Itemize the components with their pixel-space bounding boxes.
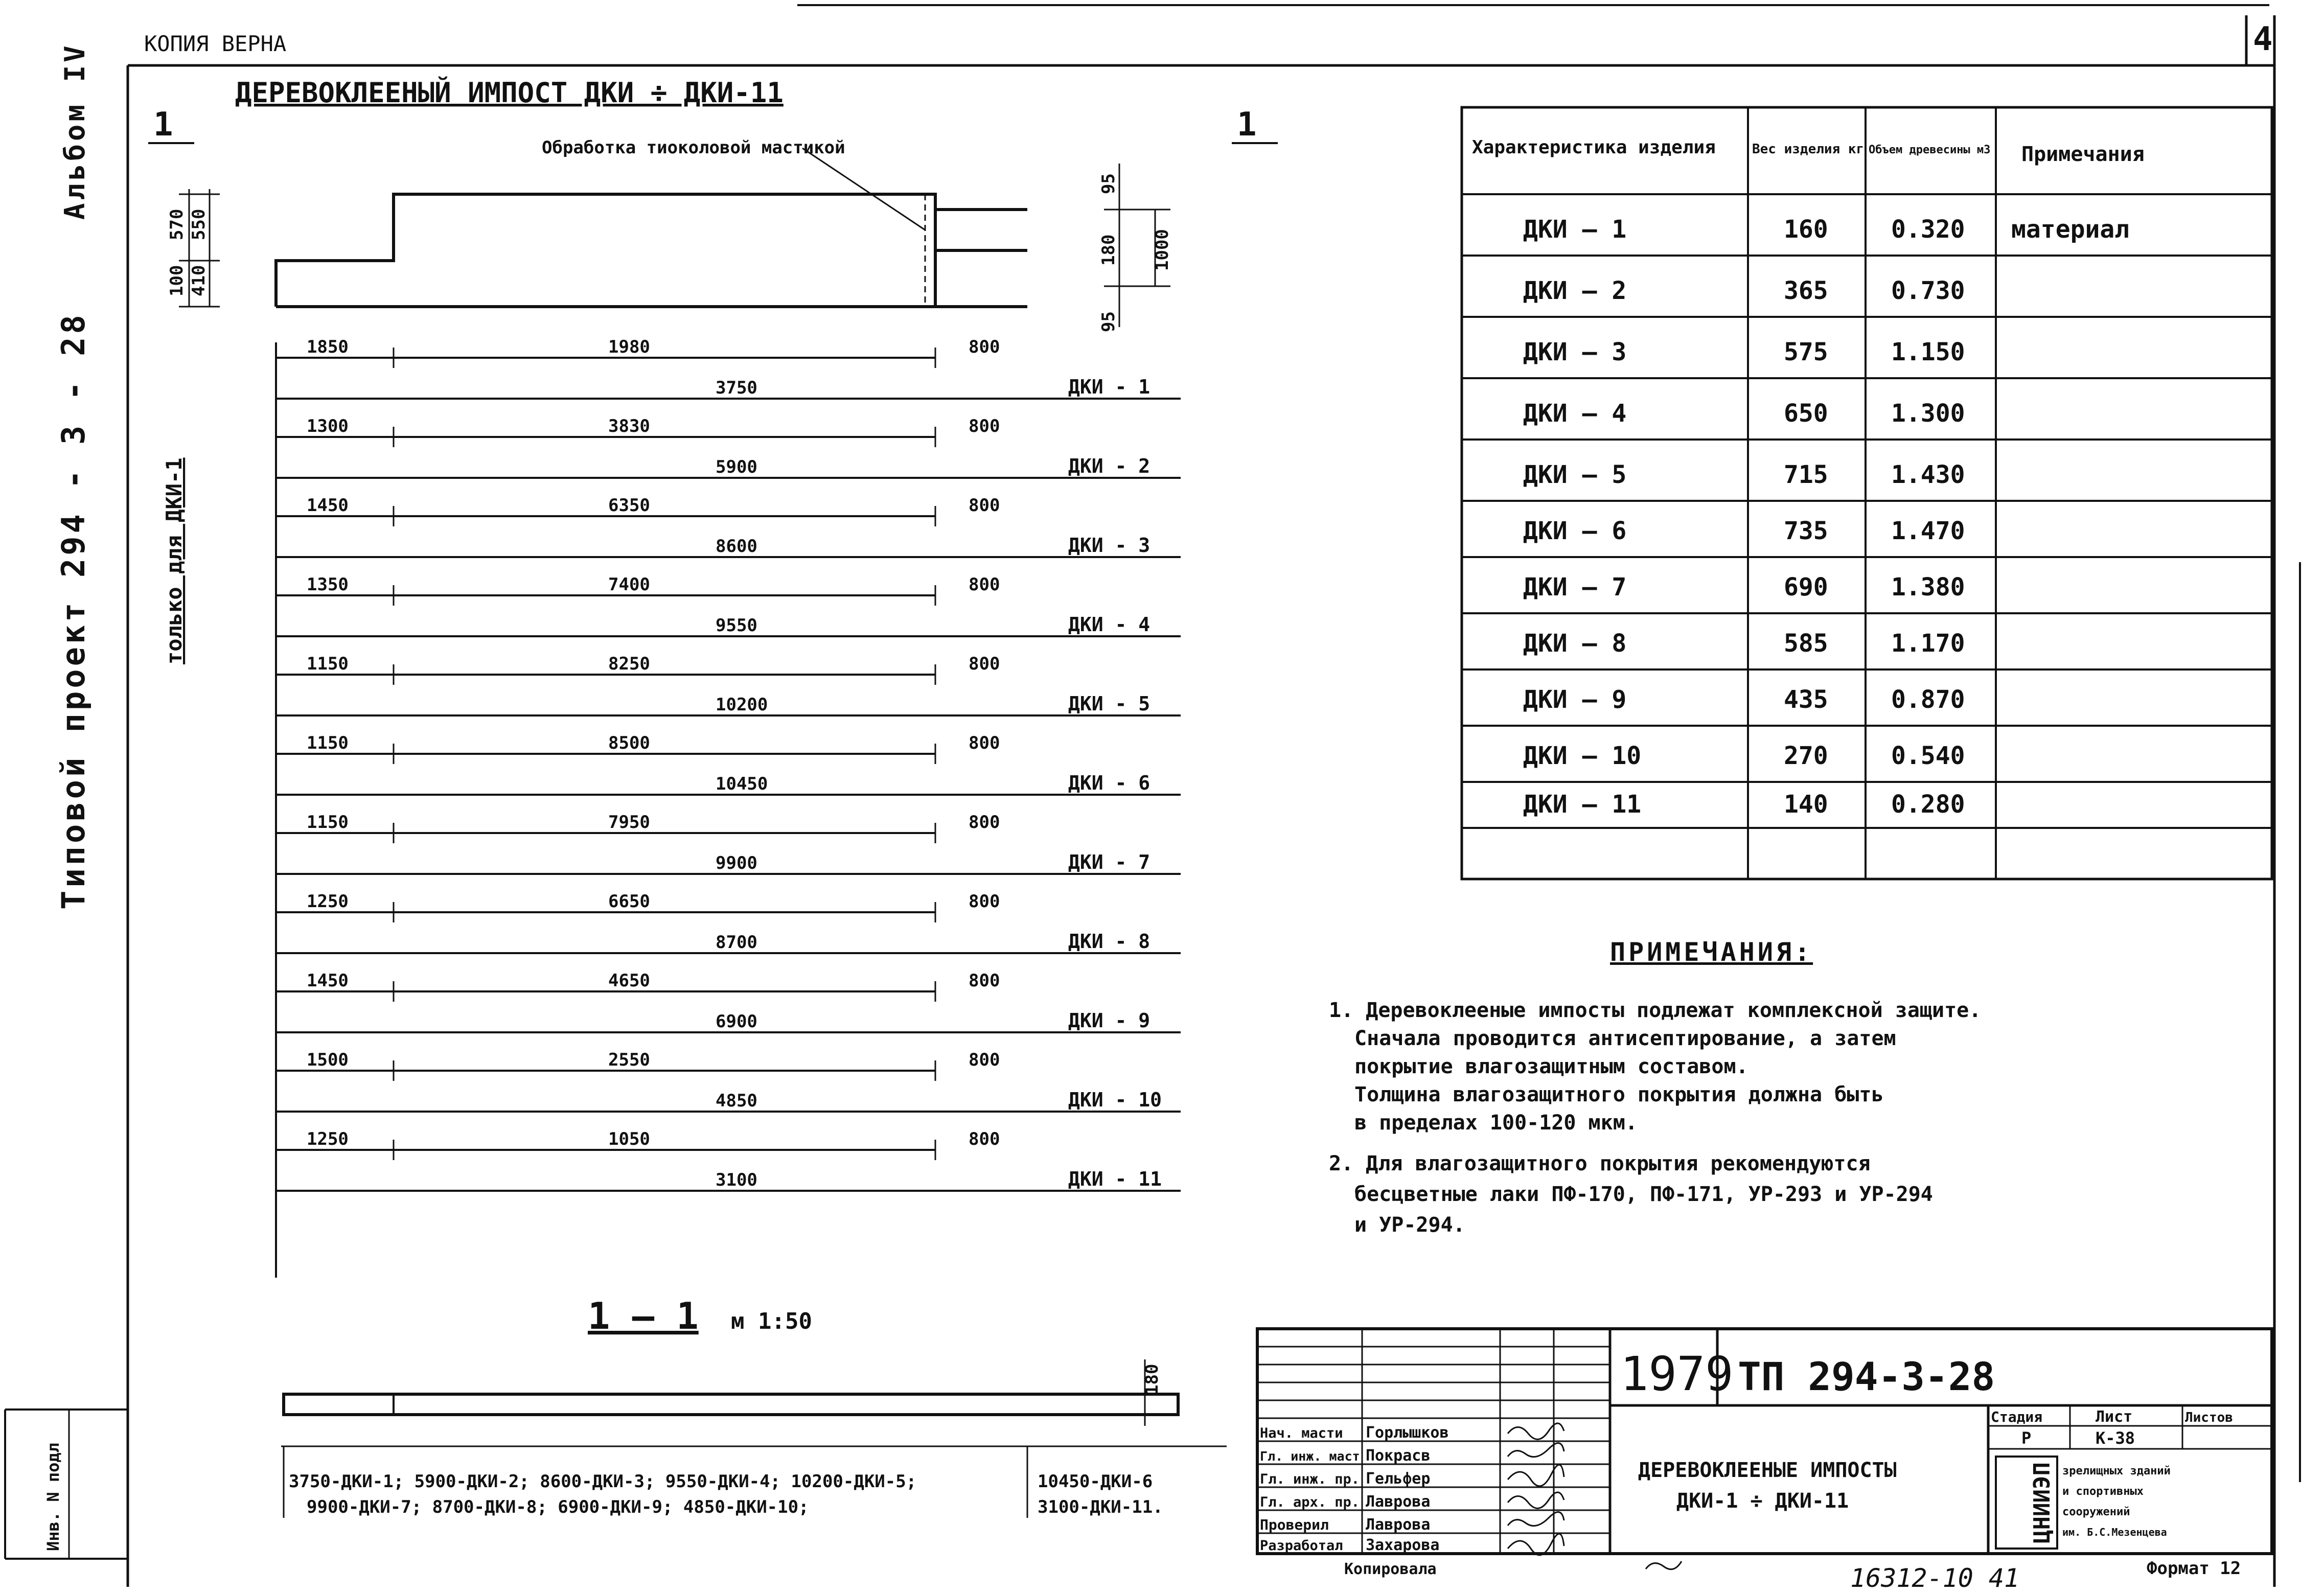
- beam-label: ДКИ - 5: [1068, 692, 1151, 715]
- profile-dim: 95: [1098, 311, 1119, 332]
- section-note-4: 3100-ДКИ-11.: [1038, 1497, 1163, 1517]
- table-cell-volume: 0.280: [1891, 790, 1965, 819]
- table-row: [1523, 629, 1965, 658]
- sheets-header: Листов: [2185, 1410, 2233, 1425]
- signatures: [1508, 1423, 1682, 1569]
- approver-name: Горлышков: [1366, 1424, 1449, 1442]
- table-row: [1523, 685, 1965, 714]
- beam-middle-dim: 4650: [608, 971, 650, 991]
- title-code: ТП 294-3-28: [1738, 1354, 1995, 1399]
- beam-row: [276, 416, 1181, 488]
- table-cell-weight: 650: [1784, 399, 1828, 428]
- notes-body: [1329, 999, 1981, 1237]
- beam-total-dim: 9550: [716, 615, 757, 636]
- note-line: бесцветные лаки ПФ-170, ПФ-171, УР-293 и УР-294: [1354, 1183, 1933, 1206]
- beam-middle-dim: 2550: [608, 1050, 650, 1070]
- sheet-header: Лист: [2096, 1408, 2133, 1426]
- section-height: 180: [1142, 1364, 1162, 1395]
- top-mark-left: 1: [153, 106, 173, 144]
- beam-row: [276, 495, 1181, 567]
- table-cell-weight: 575: [1784, 338, 1828, 366]
- album-label: Альбом IV: [59, 42, 91, 220]
- table-cell-weight: 365: [1784, 276, 1828, 305]
- role-label: Гл. арх. пр.: [1260, 1494, 1360, 1510]
- beam-total-dim: 6900: [716, 1011, 757, 1032]
- beam-row: [276, 337, 1181, 409]
- note-line: в пределах 100-120 мкм.: [1354, 1111, 1638, 1135]
- beam-left-dim: 1450: [307, 495, 349, 516]
- beam-right-dim: 800: [969, 337, 1000, 357]
- beam-row: [276, 891, 1181, 963]
- profile-dim: 1000: [1152, 229, 1172, 271]
- beam-left-dim: 1450: [307, 971, 349, 991]
- beam-total-dim: 10450: [716, 774, 768, 794]
- table-cell-note: материал: [2011, 215, 2130, 244]
- table-cell-volume: 1.150: [1891, 338, 1965, 366]
- beam-total-dim: 5900: [716, 457, 757, 477]
- beam-total-dim: 8700: [716, 932, 757, 953]
- profile-dim: 180: [1098, 234, 1119, 266]
- note-line: Сначала проводится антисептирование, а затем: [1354, 1027, 1896, 1050]
- profile-drawing: [276, 148, 1027, 307]
- role-label: Проверил: [1260, 1516, 1329, 1533]
- table-cell-weight: 140: [1784, 790, 1828, 819]
- beam-row: [276, 574, 1181, 646]
- approval-names: [1366, 1424, 1449, 1554]
- approver-name: Лаврова: [1366, 1516, 1431, 1534]
- inventory-label: Инв. N подл: [43, 1443, 63, 1551]
- table-cell-weight: 270: [1784, 742, 1828, 770]
- org-logo: ЦНИИЭП: [2029, 1462, 2055, 1543]
- profile-note: Обработка тиоколовой мастикой: [542, 137, 845, 158]
- beam-middle-dim: 1050: [608, 1129, 650, 1149]
- top-mark-right: 1: [1237, 106, 1257, 144]
- beam-left-dim: 1150: [307, 812, 349, 833]
- stage-header: Стадия: [1991, 1408, 2043, 1425]
- table-header-note: Примечания: [2021, 143, 2145, 166]
- table-rows: [1523, 215, 2129, 819]
- beam-middle-dim: 3830: [608, 416, 650, 436]
- beam-total-dim: 9900: [716, 853, 757, 873]
- stage-value: Р: [2021, 1428, 2032, 1448]
- table-row: [1523, 573, 1965, 602]
- handwritten-number: 16312-10 41: [1850, 1563, 2020, 1593]
- table-cell-volume: 1.170: [1891, 629, 1965, 658]
- note-line: 1. Деревоклееные импосты подлежат комплексной защите.: [1329, 999, 1982, 1022]
- approver-name: Гельфер: [1366, 1470, 1431, 1488]
- table-cell-name: ДКИ — 1: [1523, 215, 1627, 244]
- table-cell-name: ДКИ — 8: [1523, 629, 1627, 658]
- section-strip: [281, 1359, 1227, 1518]
- beam-left-dim: 1300: [307, 416, 349, 436]
- table-cell-name: ДКИ — 5: [1523, 460, 1627, 489]
- profile-dim: 570: [167, 209, 187, 240]
- beam-middle-dim: 6350: [608, 495, 650, 516]
- table-cell-name: ДКИ — 9: [1523, 685, 1627, 714]
- note-line: Толщина влагозащитного покрытия должна быть: [1354, 1083, 1884, 1106]
- beam-list: [276, 337, 1181, 1201]
- beam-label: ДКИ - 10: [1068, 1089, 1162, 1111]
- org-text-line: им. Б.С.Мезенцева: [2062, 1526, 2167, 1538]
- table-cell-volume: 0.540: [1891, 742, 1965, 770]
- beam-left-dim: 1150: [307, 733, 349, 753]
- role-label: Гл. инж. пр.: [1260, 1471, 1360, 1487]
- table-row: [1523, 460, 1965, 489]
- table-cell-weight: 585: [1784, 629, 1828, 658]
- beam-row: [276, 812, 1181, 884]
- beam-right-dim: 800: [969, 971, 1000, 991]
- table-cell-volume: 1.380: [1891, 573, 1965, 602]
- section-note-2: 9900-ДКИ-7; 8700-ДКИ-8; 6900-ДКИ-9; 4850-ДКИ-10;: [307, 1497, 809, 1517]
- section-scale: м 1:50: [731, 1308, 812, 1334]
- copy-stamp: КОПИЯ ВЕРНА: [144, 31, 287, 56]
- org-text-line: сооружений: [2062, 1506, 2130, 1518]
- table-cell-volume: 0.730: [1891, 276, 1965, 305]
- approval-roles: [1260, 1425, 1360, 1554]
- drawing-heading: ДЕРЕВОКЛЕЕНЫЙ ИМПОСТ ДКИ ÷ ДКИ-11: [235, 77, 784, 109]
- table-cell-name: ДКИ — 6: [1523, 517, 1627, 545]
- beam-middle-dim: 1980: [608, 337, 650, 357]
- beam-left-dim: 1500: [307, 1050, 349, 1070]
- table-row: [1523, 338, 1965, 366]
- table-cell-weight: 735: [1784, 517, 1828, 545]
- table-cell-weight: 690: [1784, 573, 1828, 602]
- project-code: Типовой проект 294 - 3 - 28: [55, 312, 92, 910]
- note-line: и УР-294.: [1354, 1213, 1465, 1237]
- drawing-title-1: ДЕРЕВОКЛЕЕНЫЕ ИМПОСТЫ: [1638, 1459, 1897, 1482]
- beam-row: [276, 1050, 1181, 1122]
- section-note-1: 3750-ДКИ-1; 5900-ДКИ-2; 8600-ДКИ-3; 9550-ДКИ-4; 10200-ДКИ-5;: [289, 1471, 917, 1492]
- table-cell-name: ДКИ — 3: [1523, 338, 1627, 366]
- table-row: [1523, 790, 1965, 819]
- beam-middle-dim: 8500: [608, 733, 650, 753]
- beam-label: ДКИ - 6: [1068, 772, 1151, 794]
- beam-row: [276, 1129, 1181, 1201]
- drawing-title-2: ДКИ-1 ÷ ДКИ-11: [1676, 1489, 1849, 1513]
- profile-dim: 410: [189, 265, 209, 296]
- org-text-line: и спортивных: [2062, 1485, 2144, 1498]
- approver-name: Лаврова: [1366, 1493, 1431, 1511]
- beam-left-dim: 1850: [307, 337, 349, 357]
- table-cell-name: ДКИ — 7: [1523, 573, 1627, 602]
- beam-right-dim: 800: [969, 891, 1000, 912]
- beam-total-dim: 10200: [716, 695, 768, 715]
- beam-right-dim: 800: [969, 1050, 1000, 1070]
- title-year: 1979: [1620, 1347, 1734, 1401]
- sheet-number: 4: [2253, 20, 2273, 58]
- table-cell-volume: 0.870: [1891, 685, 1965, 714]
- note-line: 2. Для влагозащитного покрытия рекомендуются: [1329, 1152, 1871, 1175]
- beam-row: [276, 971, 1181, 1043]
- table-cell-name: ДКИ — 10: [1523, 742, 1642, 770]
- profile-dim: 550: [189, 209, 209, 240]
- beam-right-dim: 800: [969, 574, 1000, 595]
- table-header-weight: Вес изделия кг: [1752, 142, 1865, 157]
- table-row: [1523, 276, 1965, 305]
- table-cell-weight: 160: [1784, 215, 1828, 244]
- beam-right-dim: 800: [969, 733, 1000, 753]
- role-label: Разработал: [1260, 1538, 1343, 1554]
- table-cell-weight: 435: [1784, 685, 1828, 714]
- beam-label: ДКИ - 9: [1068, 1009, 1151, 1032]
- beam-right-dim: 800: [969, 654, 1000, 674]
- sheet-value: К-38: [2096, 1428, 2135, 1448]
- section-note-3: 10450-ДКИ-6: [1038, 1471, 1153, 1492]
- beam-label: ДКИ - 3: [1068, 534, 1151, 557]
- beam-label: ДКИ - 4: [1068, 613, 1151, 636]
- approver-name: Покрасв: [1366, 1447, 1431, 1465]
- beam-right-dim: 800: [969, 416, 1000, 436]
- note-line: покрытие влагозащитным составом.: [1354, 1055, 1748, 1078]
- table-cell-name: ДКИ — 4: [1523, 399, 1627, 428]
- beam-label: ДКИ - 7: [1068, 851, 1151, 873]
- table-row: [1523, 742, 1965, 770]
- beam-row: [276, 654, 1181, 726]
- beam-total-dim: 4850: [716, 1091, 757, 1111]
- table-header-name: Характеристика изделия: [1472, 137, 1716, 158]
- format-label: Формат 12: [2147, 1558, 2241, 1579]
- table-cell-weight: 715: [1784, 460, 1828, 489]
- beam-left-dim: 1250: [307, 891, 349, 912]
- beam-total-dim: 8600: [716, 536, 757, 557]
- role-label: Нач. масти: [1260, 1425, 1343, 1441]
- table-cell-volume: 1.430: [1891, 460, 1965, 489]
- beam-total-dim: 3750: [716, 378, 757, 398]
- role-label: Гл. инж. маст: [1260, 1449, 1360, 1464]
- table-cell-name: ДКИ — 11: [1523, 790, 1642, 819]
- beam-right-dim: 800: [969, 1129, 1000, 1149]
- beam-label: ДКИ - 1: [1068, 376, 1151, 398]
- table-row: [1523, 215, 2129, 244]
- side-note: только для ДКИ-1: [162, 457, 187, 664]
- table-cell-volume: 0.320: [1891, 215, 1965, 244]
- table-row: [1523, 517, 1965, 545]
- beam-middle-dim: 8250: [608, 654, 650, 674]
- profile-dim: 100: [167, 265, 187, 296]
- beam-label: ДКИ - 11: [1068, 1168, 1162, 1190]
- beam-label: ДКИ - 8: [1068, 930, 1151, 953]
- beam-row: [276, 733, 1181, 805]
- profile-dim: 95: [1098, 173, 1119, 194]
- approver-name: Захарова: [1366, 1536, 1440, 1554]
- beam-label: ДКИ - 2: [1068, 455, 1151, 477]
- beam-middle-dim: 7950: [608, 812, 650, 833]
- beam-right-dim: 800: [969, 495, 1000, 516]
- table-header-volume: Объем древесины м3: [1869, 144, 1991, 156]
- notes-title: ПРИМЕЧАНИЯ:: [1610, 937, 1813, 967]
- org-text-line: зрелищных зданий: [2062, 1465, 2171, 1477]
- beam-total-dim: 3100: [716, 1170, 757, 1190]
- table-cell-volume: 1.470: [1891, 517, 1965, 545]
- section-label: 1 — 1: [588, 1295, 699, 1337]
- beam-middle-dim: 7400: [608, 574, 650, 595]
- copied-label: Копировала: [1344, 1560, 1437, 1578]
- beam-middle-dim: 6650: [608, 891, 650, 912]
- table-cell-volume: 1.300: [1891, 399, 1965, 428]
- beam-left-dim: 1150: [307, 654, 349, 674]
- table-row: [1523, 399, 1965, 428]
- beam-right-dim: 800: [969, 812, 1000, 833]
- beam-left-dim: 1350: [307, 574, 349, 595]
- beam-left-dim: 1250: [307, 1129, 349, 1149]
- table-cell-name: ДКИ — 2: [1523, 276, 1627, 305]
